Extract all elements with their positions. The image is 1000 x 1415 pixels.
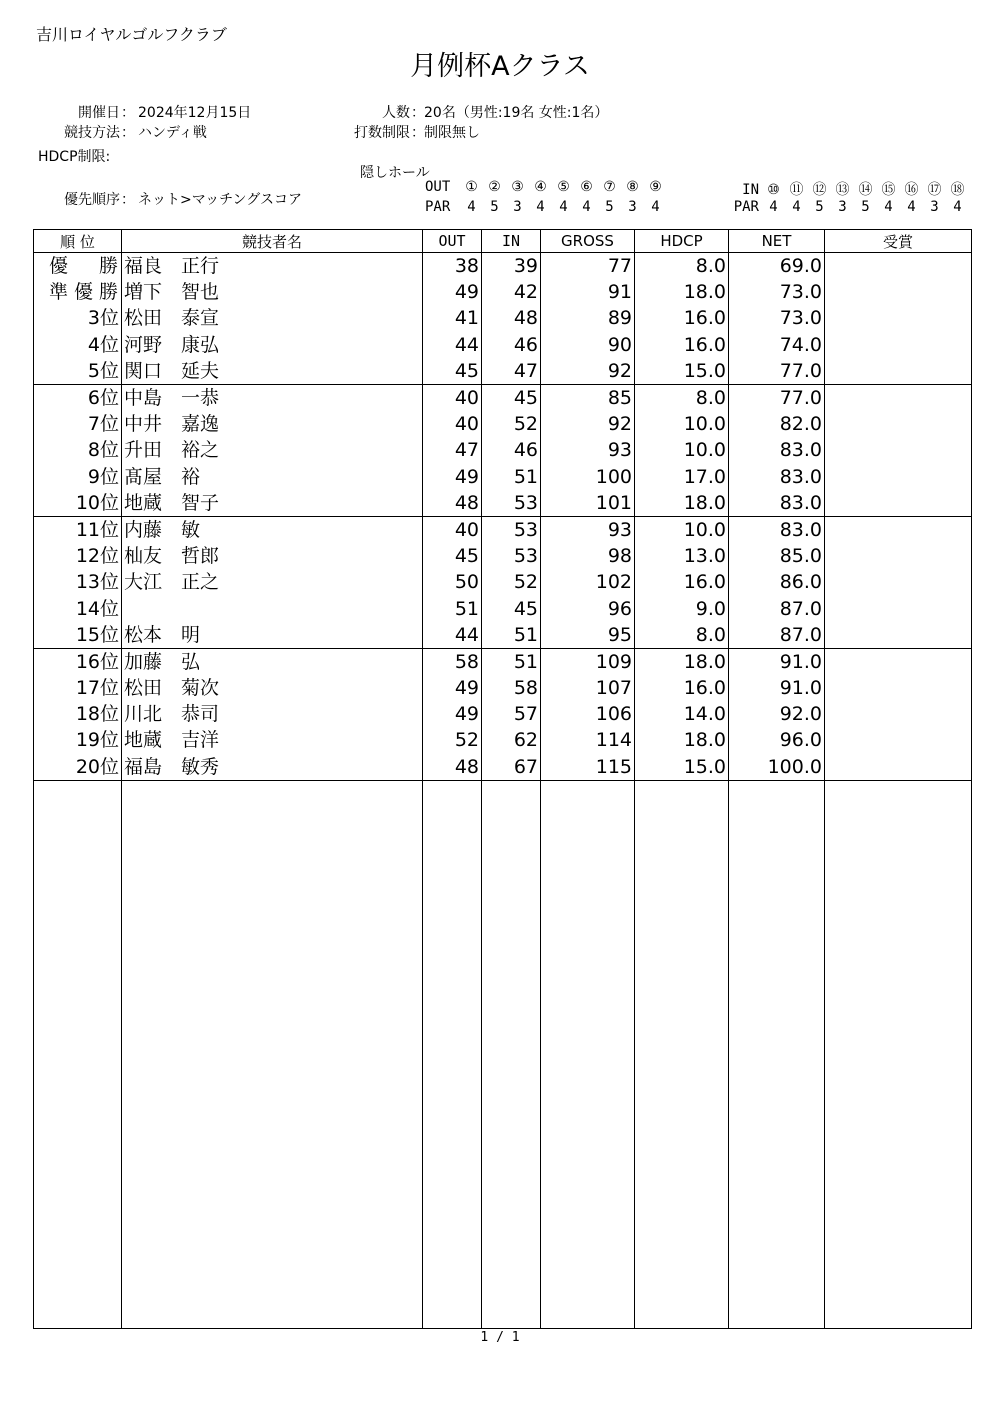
table-row xyxy=(34,358,972,385)
empty-cell xyxy=(423,780,482,1328)
rank-cell: 17位 xyxy=(34,675,122,701)
page-indicator: 1 / 1 xyxy=(480,1330,520,1345)
in-par-2: 4 xyxy=(792,199,801,215)
in-score-cell: 62 xyxy=(482,727,541,753)
net-score-cell: 82.0 xyxy=(729,411,825,437)
net-score-cell: 86.0 xyxy=(729,569,825,595)
net-score-cell: 83.0 xyxy=(729,516,825,543)
out-hole-9: ⑨ xyxy=(649,179,662,195)
out-par-7: 5 xyxy=(605,199,614,215)
award-cell xyxy=(825,464,972,490)
in-score-cell: 53 xyxy=(482,490,541,517)
hidden-holes-label: 隠しホール xyxy=(360,165,430,181)
award-cell xyxy=(825,701,972,727)
in-par-5: 5 xyxy=(861,199,870,215)
award-cell xyxy=(825,490,972,517)
rank-cell: 14位 xyxy=(34,595,122,621)
hdcp-cell: 18.0 xyxy=(635,490,729,517)
priority-colon: ： xyxy=(121,192,135,208)
rank-cell: 7位 xyxy=(34,411,122,437)
out-hole-2: ② xyxy=(488,179,501,195)
award-cell xyxy=(825,253,972,280)
gross-score-cell: 98 xyxy=(541,543,635,569)
player-name-cell: 福島 敏秀 xyxy=(122,754,423,781)
net-score-cell: 69.0 xyxy=(729,253,825,280)
table-row xyxy=(34,754,972,781)
hdcp-cell: 10.0 xyxy=(635,437,729,463)
out-score-cell: 49 xyxy=(423,464,482,490)
out-score-cell: 52 xyxy=(423,727,482,753)
rank-cell: 19位 xyxy=(34,727,122,753)
empty-cell xyxy=(635,780,729,1328)
hdcp-cell: 8.0 xyxy=(635,384,729,411)
table-row xyxy=(34,701,972,727)
date-value: 2024年12月15日 xyxy=(138,105,252,121)
gross-score-cell: 92 xyxy=(541,411,635,437)
table-row xyxy=(34,569,972,595)
out-score-cell: 40 xyxy=(423,516,482,543)
net-score-cell: 96.0 xyxy=(729,727,825,753)
table-row xyxy=(34,648,972,675)
player-name-cell: 杣友 哲郎 xyxy=(122,543,423,569)
in-par-3: 5 xyxy=(815,199,824,215)
award-cell xyxy=(825,622,972,649)
hdcp-cell: 18.0 xyxy=(635,279,729,305)
in-score-cell: 39 xyxy=(482,253,541,280)
hdcp-cell: 15.0 xyxy=(635,754,729,781)
out-score-cell: 45 xyxy=(423,358,482,385)
gross-score-cell: 93 xyxy=(541,516,635,543)
table-row xyxy=(34,622,972,649)
out-hole-7: ⑦ xyxy=(603,179,616,195)
player-name-cell: 加藤 弘 xyxy=(122,648,423,675)
out-score-cell: 40 xyxy=(423,411,482,437)
award-cell xyxy=(825,516,972,543)
gross-score-cell: 109 xyxy=(541,648,635,675)
empty-cell xyxy=(825,780,972,1328)
rank-cell: 優 勝 xyxy=(34,253,122,280)
player-name-cell: 松田 泰宣 xyxy=(122,305,423,331)
award-cell xyxy=(825,437,972,463)
net-score-cell: 83.0 xyxy=(729,464,825,490)
in-hole-8: ⑰ xyxy=(927,182,942,198)
in-score-cell: 51 xyxy=(482,622,541,649)
header-gross: GROSS xyxy=(541,230,635,253)
in-par-9: 4 xyxy=(953,199,962,215)
rank-cell: 4位 xyxy=(34,332,122,358)
in-score-cell: 58 xyxy=(482,675,541,701)
rank-cell: 10位 xyxy=(34,490,122,517)
gross-score-cell: 96 xyxy=(541,595,635,621)
out-hole-1: ① xyxy=(465,179,478,195)
method-colon: ： xyxy=(121,125,135,141)
player-name-cell: 河野 康弘 xyxy=(122,332,423,358)
net-score-cell: 100.0 xyxy=(729,754,825,781)
in-score-cell: 52 xyxy=(482,411,541,437)
rank-cell: 5位 xyxy=(34,358,122,385)
out-hole-4: ④ xyxy=(534,179,547,195)
hdcp-cell: 13.0 xyxy=(635,543,729,569)
out-hole-6: ⑥ xyxy=(580,179,593,195)
in-par-4: 3 xyxy=(838,199,847,215)
hdcp-limit-label: HDCP制限: xyxy=(38,149,111,165)
in-pars-row xyxy=(727,199,969,215)
rank-cell: 6位 xyxy=(34,384,122,411)
in-score-cell: 42 xyxy=(482,279,541,305)
rank-cell: 15位 xyxy=(34,622,122,649)
gross-score-cell: 106 xyxy=(541,701,635,727)
in-score-cell: 46 xyxy=(482,332,541,358)
stroke-limit-label: 打数制限 xyxy=(354,125,410,141)
in-label: IN xyxy=(742,182,759,198)
in-hole-4: ⑬ xyxy=(835,182,850,198)
table-row xyxy=(34,253,972,280)
player-name-cell: 福良 正行 xyxy=(122,253,423,280)
award-cell xyxy=(825,543,972,569)
hdcp-cell: 18.0 xyxy=(635,648,729,675)
player-name-cell: 関口 延夫 xyxy=(122,358,423,385)
out-hole-5: ⑤ xyxy=(557,179,570,195)
award-cell xyxy=(825,332,972,358)
net-score-cell: 83.0 xyxy=(729,437,825,463)
rank-cell: 9位 xyxy=(34,464,122,490)
table-row xyxy=(34,516,972,543)
hdcp-cell: 14.0 xyxy=(635,701,729,727)
rank-cell: 16位 xyxy=(34,648,122,675)
out-par-label: PAR xyxy=(425,199,451,215)
in-score-cell: 45 xyxy=(482,384,541,411)
out-hole-3: ③ xyxy=(511,179,524,195)
rank-cell: 20位 xyxy=(34,754,122,781)
table-row xyxy=(34,543,972,569)
in-score-cell: 51 xyxy=(482,648,541,675)
in-hole-6: ⑮ xyxy=(881,182,896,198)
gross-score-cell: 100 xyxy=(541,464,635,490)
player-name-cell: 髙屋 裕 xyxy=(122,464,423,490)
out-par-9: 4 xyxy=(651,199,660,215)
award-cell xyxy=(825,279,972,305)
out-pars-row xyxy=(425,199,667,215)
rank-cell: 18位 xyxy=(34,701,122,727)
out-label: OUT xyxy=(425,179,451,195)
in-hole-2: ⑪ xyxy=(789,182,804,198)
in-score-cell: 53 xyxy=(482,543,541,569)
award-cell xyxy=(825,648,972,675)
in-par-7: 4 xyxy=(907,199,916,215)
award-cell xyxy=(825,358,972,385)
out-score-cell: 47 xyxy=(423,437,482,463)
gross-score-cell: 93 xyxy=(541,437,635,463)
out-par-2: 5 xyxy=(490,199,499,215)
net-score-cell: 77.0 xyxy=(729,358,825,385)
player-name-cell: 地蔵 智子 xyxy=(122,490,423,517)
empty-cell xyxy=(122,780,423,1328)
in-score-cell: 48 xyxy=(482,305,541,331)
gross-score-cell: 89 xyxy=(541,305,635,331)
gross-score-cell: 90 xyxy=(541,332,635,358)
in-par-8: 3 xyxy=(930,199,939,215)
player-name-cell: 増下 智也 xyxy=(122,279,423,305)
out-par-1: 4 xyxy=(467,199,476,215)
players-value: 20名（男性:19名 女性:1名） xyxy=(424,105,609,121)
player-name-cell: 川北 恭司 xyxy=(122,701,423,727)
table-row xyxy=(34,332,972,358)
gross-score-cell: 77 xyxy=(541,253,635,280)
award-cell xyxy=(825,569,972,595)
player-name-cell: 松本 明 xyxy=(122,622,423,649)
net-score-cell: 87.0 xyxy=(729,595,825,621)
empty-rows-area xyxy=(34,780,972,1328)
date-colon: ： xyxy=(121,105,135,121)
in-hole-3: ⑫ xyxy=(812,182,827,198)
out-score-cell: 44 xyxy=(423,332,482,358)
out-par-3: 3 xyxy=(513,199,522,215)
out-score-cell: 49 xyxy=(423,675,482,701)
award-cell xyxy=(825,754,972,781)
out-score-cell: 48 xyxy=(423,754,482,781)
award-cell xyxy=(825,411,972,437)
hdcp-cell: 17.0 xyxy=(635,464,729,490)
rank-cell: 準優勝 xyxy=(34,279,122,305)
rank-cell: 11位 xyxy=(34,516,122,543)
club-name: 吉川ロイヤルゴルフクラブ xyxy=(36,25,227,44)
table-row xyxy=(34,727,972,753)
results-table xyxy=(33,229,972,1329)
gross-score-cell: 95 xyxy=(541,622,635,649)
hdcp-cell: 16.0 xyxy=(635,332,729,358)
table-row xyxy=(34,675,972,701)
gross-score-cell: 115 xyxy=(541,754,635,781)
out-par-6: 4 xyxy=(582,199,591,215)
table-row xyxy=(34,490,972,517)
in-score-cell: 53 xyxy=(482,516,541,543)
out-score-cell: 44 xyxy=(423,622,482,649)
net-score-cell: 73.0 xyxy=(729,305,825,331)
in-score-cell: 47 xyxy=(482,358,541,385)
in-hole-5: ⑭ xyxy=(858,182,873,198)
out-hole-8: ⑧ xyxy=(626,179,639,195)
in-score-cell: 52 xyxy=(482,569,541,595)
hdcp-cell: 16.0 xyxy=(635,305,729,331)
net-score-cell: 91.0 xyxy=(729,648,825,675)
page-title: 月例杯Aクラス xyxy=(410,51,590,82)
out-score-cell: 45 xyxy=(423,543,482,569)
out-par-8: 3 xyxy=(628,199,637,215)
in-score-cell: 46 xyxy=(482,437,541,463)
hdcp-cell: 9.0 xyxy=(635,595,729,621)
header-player-name: 競技者名 xyxy=(122,230,423,253)
net-score-cell: 92.0 xyxy=(729,701,825,727)
rank-cell: 8位 xyxy=(34,437,122,463)
table-row xyxy=(34,595,972,621)
player-name-cell: 中井 嘉逸 xyxy=(122,411,423,437)
player-name-cell: 地蔵 吉洋 xyxy=(122,727,423,753)
net-score-cell: 73.0 xyxy=(729,279,825,305)
in-hole-1: ⑩ xyxy=(767,182,780,198)
out-holes-row xyxy=(425,179,667,195)
out-score-cell: 50 xyxy=(423,569,482,595)
in-score-cell: 57 xyxy=(482,701,541,727)
stroke-limit-value: 制限無し xyxy=(424,125,480,141)
out-score-cell: 41 xyxy=(423,305,482,331)
table-header-row xyxy=(34,230,972,253)
table-row xyxy=(34,464,972,490)
hdcp-cell: 10.0 xyxy=(635,411,729,437)
net-score-cell: 87.0 xyxy=(729,622,825,649)
gross-score-cell: 92 xyxy=(541,358,635,385)
player-name-cell xyxy=(122,595,423,621)
net-score-cell: 83.0 xyxy=(729,490,825,517)
header-out: OUT xyxy=(423,230,482,253)
table-row xyxy=(34,384,972,411)
table-row xyxy=(34,411,972,437)
hdcp-cell: 8.0 xyxy=(635,622,729,649)
hdcp-cell: 10.0 xyxy=(635,516,729,543)
net-score-cell: 91.0 xyxy=(729,675,825,701)
table-row xyxy=(34,279,972,305)
rank-cell: 13位 xyxy=(34,569,122,595)
out-par-4: 4 xyxy=(536,199,545,215)
rank-cell: 12位 xyxy=(34,543,122,569)
header-in: IN xyxy=(482,230,541,253)
net-score-cell: 77.0 xyxy=(729,384,825,411)
out-score-cell: 58 xyxy=(423,648,482,675)
net-score-cell: 74.0 xyxy=(729,332,825,358)
gross-score-cell: 107 xyxy=(541,675,635,701)
out-score-cell: 48 xyxy=(423,490,482,517)
header-award: 受賞 xyxy=(825,230,972,253)
award-cell xyxy=(825,595,972,621)
award-cell xyxy=(825,305,972,331)
in-par-label: PAR xyxy=(733,199,759,215)
empty-cell xyxy=(541,780,635,1328)
award-cell xyxy=(825,675,972,701)
table-row xyxy=(34,437,972,463)
empty-cell xyxy=(34,780,122,1328)
gross-score-cell: 85 xyxy=(541,384,635,411)
out-score-cell: 51 xyxy=(423,595,482,621)
players-label: 人数 xyxy=(382,105,410,121)
hdcp-cell: 8.0 xyxy=(635,253,729,280)
in-score-cell: 45 xyxy=(482,595,541,621)
method-label: 競技方法 xyxy=(64,125,120,141)
gross-score-cell: 101 xyxy=(541,490,635,517)
player-name-cell: 内藤 敏 xyxy=(122,516,423,543)
empty-cell xyxy=(482,780,541,1328)
hdcp-cell: 18.0 xyxy=(635,727,729,753)
in-par-1: 4 xyxy=(769,199,778,215)
header-rank: 順 位 xyxy=(34,230,122,253)
in-hole-9: ⑱ xyxy=(950,182,965,198)
out-par-5: 4 xyxy=(559,199,568,215)
hdcp-cell: 15.0 xyxy=(635,358,729,385)
table-row xyxy=(34,305,972,331)
hdcp-cell: 16.0 xyxy=(635,675,729,701)
players-colon: ： xyxy=(411,105,425,121)
out-score-cell: 49 xyxy=(423,279,482,305)
empty-cell xyxy=(729,780,825,1328)
out-score-cell: 38 xyxy=(423,253,482,280)
rank-cell: 3位 xyxy=(34,305,122,331)
header-hdcp: HDCP xyxy=(635,230,729,253)
out-score-cell: 49 xyxy=(423,701,482,727)
player-name-cell: 升田 裕之 xyxy=(122,437,423,463)
gross-score-cell: 102 xyxy=(541,569,635,595)
player-name-cell: 中島 一恭 xyxy=(122,384,423,411)
method-value: ハンディ戦 xyxy=(138,125,207,141)
player-name-cell: 松田 菊次 xyxy=(122,675,423,701)
out-score-cell: 40 xyxy=(423,384,482,411)
in-holes-row xyxy=(727,179,969,199)
header-net: NET xyxy=(729,230,825,253)
award-cell xyxy=(825,384,972,411)
gross-score-cell: 91 xyxy=(541,279,635,305)
hdcp-cell: 16.0 xyxy=(635,569,729,595)
award-cell xyxy=(825,727,972,753)
priority-label: 優先順序 xyxy=(64,192,120,208)
in-score-cell: 67 xyxy=(482,754,541,781)
in-par-6: 4 xyxy=(884,199,893,215)
priority-value: ネット>マッチングスコア xyxy=(138,192,303,208)
stroke-colon: ： xyxy=(411,125,425,141)
date-label: 開催日 xyxy=(78,105,120,121)
in-hole-7: ⑯ xyxy=(904,182,919,198)
gross-score-cell: 114 xyxy=(541,727,635,753)
player-name-cell: 大江 正之 xyxy=(122,569,423,595)
in-score-cell: 51 xyxy=(482,464,541,490)
net-score-cell: 85.0 xyxy=(729,543,825,569)
